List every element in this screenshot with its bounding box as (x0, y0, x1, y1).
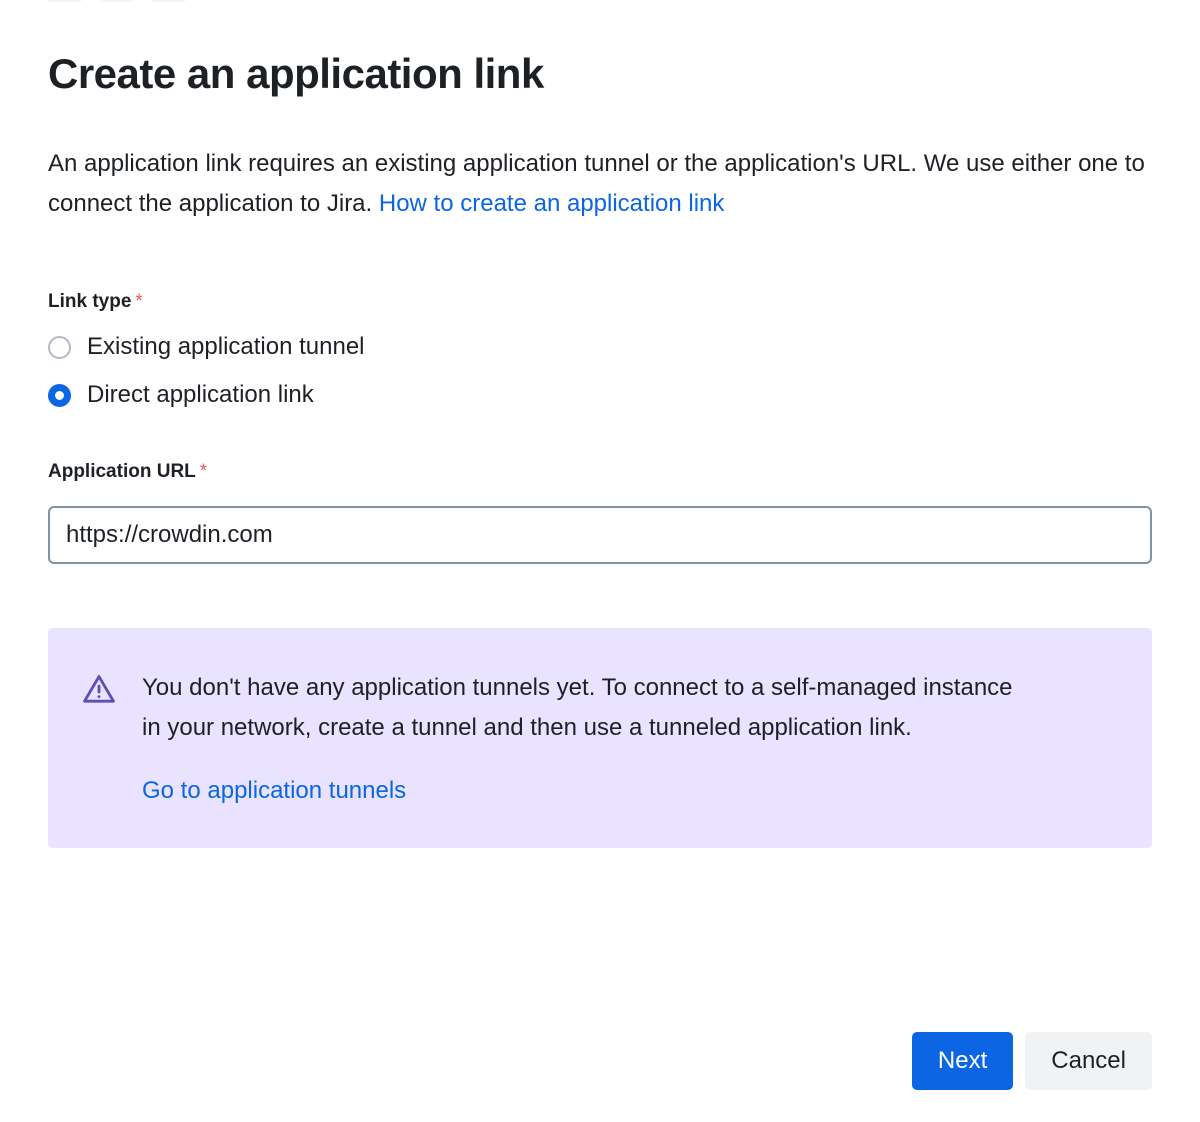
radio-icon-unselected[interactable] (48, 336, 71, 359)
radio-label-existing-application-tunnel: Existing application tunnel (87, 333, 365, 360)
warning-icon (82, 672, 116, 706)
remnant-block-2 (100, 0, 134, 2)
cancel-button[interactable]: Cancel (1025, 1032, 1152, 1090)
required-asterisk-application-url: * (199, 461, 208, 482)
required-asterisk-link-type: * (135, 291, 143, 312)
banner-message: You don't have any application tunnels yet. To connect to a self-managed instance in your network, create a tunnel and then use a tunneled application link. (142, 674, 1013, 741)
banner-body (142, 668, 1118, 806)
intro-paragraph (48, 100, 1152, 224)
dialog-actions (912, 1032, 1152, 1090)
next-button[interactable]: Next (912, 1032, 1013, 1090)
application-url-field (48, 410, 1152, 564)
radio-icon-selected[interactable] (48, 384, 71, 407)
radio-option-existing-application-tunnel[interactable] (48, 332, 1152, 362)
radio-option-direct-application-link[interactable] (48, 380, 1152, 410)
page-title: Create an application link (48, 50, 544, 97)
application-tunnels-info-banner (48, 628, 1152, 848)
intro-text: An application link requires an existing application tunnel or the application's URL. We use either one to connect the application to Jira. (48, 150, 1145, 217)
link-type-label: Link type (48, 291, 132, 312)
go-to-application-tunnels-link[interactable]: Go to application tunnels (142, 777, 407, 804)
application-url-label: Application URL (48, 461, 196, 482)
application-url-label-row (48, 460, 1152, 484)
cropped-header-remnant (48, 0, 186, 2)
link-type-field (48, 224, 1152, 410)
remnant-block-3 (152, 0, 186, 2)
how-to-create-application-link-link[interactable]: How to create an application link (378, 190, 725, 217)
radio-label-direct-application-link: Direct application link (87, 381, 314, 408)
link-type-label-row (48, 290, 1152, 314)
application-url-input[interactable] (48, 506, 1152, 564)
remnant-block-1 (48, 0, 82, 2)
